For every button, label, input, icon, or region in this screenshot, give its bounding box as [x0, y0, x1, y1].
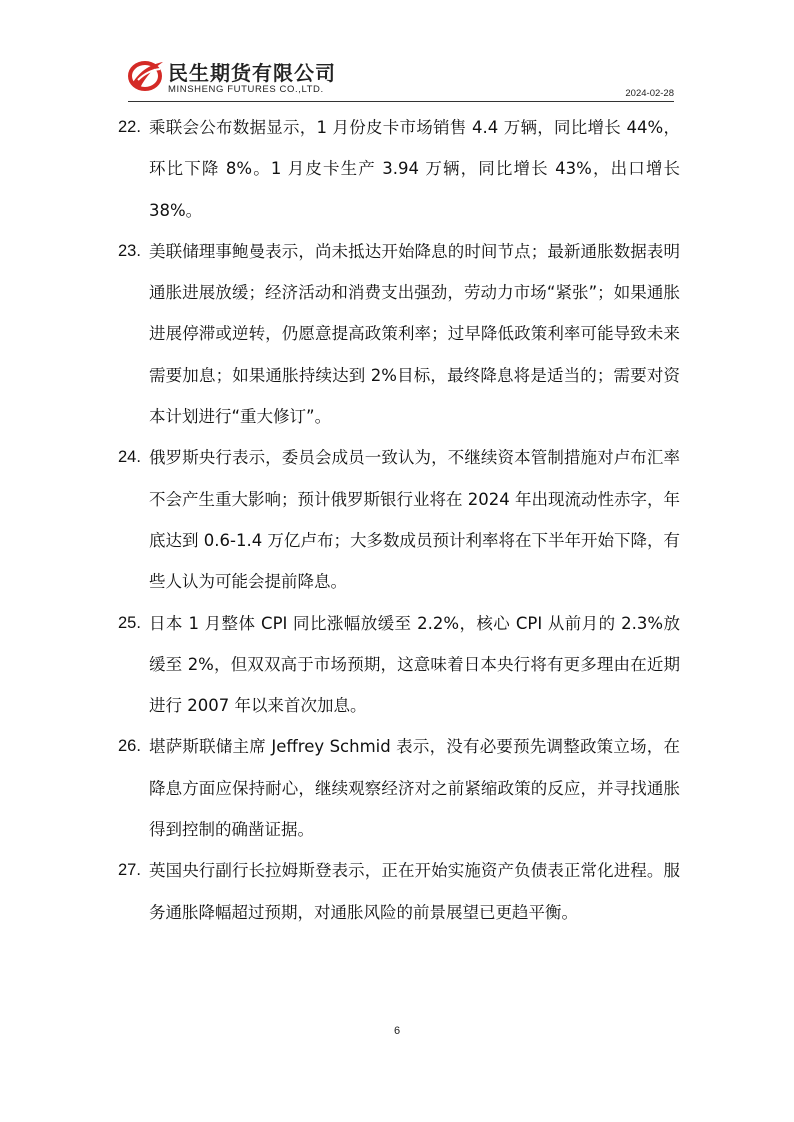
- page-header: [128, 56, 674, 102]
- news-list: [118, 107, 680, 933]
- item-text: 俄罗斯央行表示，委员会成员一致认为，不继续资本管制措施对卢布汇率不会产生重大影响；预计俄罗斯银行业将在 2024 年出现流动性赤字，年底达到 0.6-1.4 万亿卢布；大多数成员预计利率将在下半年开始下降，有些人认为可能会提前降息。: [149, 448, 680, 592]
- item-number: 22.: [118, 118, 141, 136]
- item-number: 24.: [118, 448, 141, 467]
- item-text: 日本 1 月整体 CPI 同比涨幅放缓至 2.2%，核心 CPI 从前月的 2.3%放缓至 2%，但双双高于市场预期，这意味着日本央行将有更多理由在近期进行 2007 年以来首次加息。: [149, 613, 680, 716]
- company-name-en: MINSHENG FUTURES CO.,LTD.: [168, 84, 324, 95]
- news-item-27: [118, 850, 680, 933]
- item-number: 25.: [118, 613, 141, 632]
- company-name-cn: 民生期货有限公司: [168, 61, 336, 85]
- news-item-22: [118, 107, 680, 231]
- item-text: 乘联会公布数据显示，1 月份皮卡市场销售 4.4 万辆，同比增长 44%，环比下降 8%。1 月皮卡生产 3.94 万辆，同比增长 43%，出口增长 38%。: [149, 118, 680, 220]
- page-number: 6: [393, 1025, 401, 1037]
- item-text: 英国央行副行长拉姆斯登表示，正在开始实施资产负债表正常化进程。服务通胀降幅超过预期，对通胀风险的前景展望已更趋平衡。: [149, 861, 680, 922]
- report-date: 2024-02-28: [625, 88, 674, 99]
- item-number: 26.: [118, 737, 141, 756]
- item-text: 堪萨斯联储主席 Jeffrey Schmid 表示，没有必要预先调整政策立场，在降息方面应保持耐心，继续观察经济对之前紧缩政策的反应，并寻找通胀得到控制的确凿证据。: [149, 737, 680, 840]
- item-number: 27.: [118, 861, 141, 880]
- news-item-23: [118, 231, 680, 437]
- item-text: 美联储理事鲍曼表示，尚未抵达开始降息的时间节点；最新通胀数据表明通胀进展放缓；经济活动和消费支出强劲，劳动力市场“紧张”；如果通胀进展停滞或逆转，仍愿意提高政策利率；过早降低政策利率可能导致未来需要加息；如果通胀持续达到 2%目标，最终降息将是适当的；需要对资本计划进行“重大修订”。: [149, 241, 680, 427]
- item-number: 23.: [118, 241, 141, 260]
- minsheng-logo-icon: [128, 58, 164, 92]
- news-item-24: [118, 437, 680, 602]
- news-item-26: [118, 726, 680, 850]
- news-item-25: [118, 603, 680, 727]
- header-divider: [128, 101, 674, 102]
